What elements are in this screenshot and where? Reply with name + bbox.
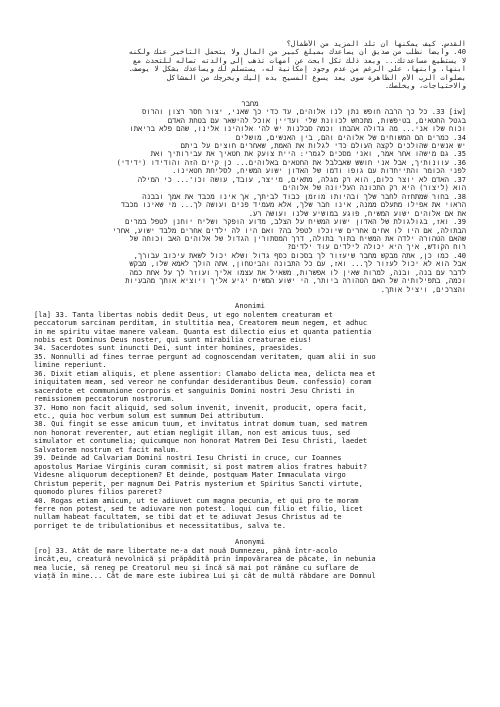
latin-line: iniquitatem meam, sed vereor ne confundar desiderantibus Deum. confessio) coram bbox=[34, 378, 372, 387]
latin-line: Christum peperit, per magnum Dei Patris mysterium et Spiritus Sancti virtute, bbox=[34, 479, 363, 488]
hebrew-line: [iw] 33. כל כך הרבה חופש נתן לנו אלוהים, עד כדי כך שאני, יצור חסר רצון והרוס bbox=[142, 108, 466, 117]
hebrew-line: הבתולה, אם היו לו אחים אחרים שיוכלו לטפל בה? ואם היו לה ילדים אחרים מלבד ישוע, אחרי bbox=[112, 226, 466, 235]
latin-line: ferre non potest, sed te adiuvare non potest. loqui cum filio et filio, licet bbox=[34, 505, 363, 514]
hebrew-section bbox=[34, 100, 466, 294]
arabic-line: القدس. كيف يمكنها أن تلد المزيد من الأطفال؟ bbox=[286, 40, 466, 48]
latin-line: remissionem peccatorum nostrorum. bbox=[34, 395, 175, 404]
hebrew-line: 39. ואז, בגולגולת של האדון ישוע המשיח על הצלב, מדוע הופקר ושליח יוחנן לטפל במרים bbox=[125, 218, 466, 227]
romanian-line: [ro] 33. Atât de mare libertate ne-a dat nouă Dumnezeu, până într-acolo bbox=[34, 546, 338, 555]
arabic-line: لا يستطيع مساعدتك... وبعد ذلك تكل ابحث عن أمهات تذهب إلى والدته تسأله للتحدث مع bbox=[132, 56, 466, 65]
hebrew-line: רוח הקודש, איך היא יכולה לילדים עוד ילדים? bbox=[287, 243, 466, 252]
latin-section bbox=[34, 302, 466, 530]
arabic-section bbox=[34, 40, 466, 91]
hebrew-line: לפני הכומר והתייחדות עם גופו ודמו של האדון ישוע המשיח, לסליחת חטאינו. bbox=[172, 167, 466, 176]
arabic-line: والاحتياجات، ويخلصك. bbox=[384, 82, 466, 91]
hebrew-line: לדבר עם בנה, ובנה, למרות שאין לו אפשרות, משאיל את עצמו אליך ועוזר לך על אחת כמה bbox=[129, 268, 466, 277]
latin-line: 40. Rogas etiam amicum, ut te adiuvet cum magna pecunia, et qui pro te moram bbox=[34, 496, 359, 505]
latin-line: 35. Nonnulli ad fines terrae pergunt ad cognoscendam veritatem, quam alii in suo bbox=[34, 352, 376, 361]
latin-line: 39. Deinde ad Calvariam Domini nostri Iesu Christi in cruce, cur Ioannes bbox=[34, 454, 342, 463]
hebrew-line: הראוי את אפילו מתעלם ממנה, אינו חבר שלך, אלא מעמיד פנים ועושה לך... מי שאינו מכבד bbox=[120, 201, 466, 210]
hebrew-line: שהאם הטהורה ילדה את המשיח בתור בתולה, דרך המסתורין הגדול של אלוהים האב וכוחה של bbox=[129, 234, 466, 243]
latin-line: 36. Dixit etiam aliquis, et plene assentior: Clamabo delicta mea, delicta mea et bbox=[34, 369, 376, 378]
romanian-section bbox=[34, 538, 466, 580]
latin-line: Videsne aliquorum deceptionem? Et deinde, postquam Mater Immaculata virgo bbox=[34, 471, 346, 480]
romanian-section-heading: Anonymi bbox=[235, 537, 265, 547]
latin-line: quomodo plures filios pareret? bbox=[34, 488, 163, 497]
latin-line: 34. Sacerdotes sunt inuncti Dei, sunt inter homines, praesides. bbox=[34, 344, 304, 353]
romanian-line: mea lucie, să reneg pe Creatorul meu și încă să mai pot rămâne cu suflare de bbox=[34, 563, 359, 572]
latin-line: etc., quia hoc verbum solum est summum Dei attributum. bbox=[34, 412, 265, 421]
romanian-line: viață în mine... Cât de mare este iubirea Lui și cât de multă răbdare are Domnul bbox=[34, 572, 376, 581]
hebrew-line: את אם אלוהים ישוע המשיח, פוגע במושיע שלנו ועושה רע. bbox=[248, 209, 466, 218]
latin-section-heading: Anonimi bbox=[235, 301, 265, 311]
latin-line: in me spiritu vitae manere valeam. Quanta est dilectio eius et quanta patientia bbox=[34, 327, 372, 336]
latin-line: simulator et contumelia; quicumque non honorat Matrem Dei Iesu Christi, laedet bbox=[34, 437, 368, 446]
hebrew-line: הוא (ליצור) היא רק התכונה העליונה של אלוהים bbox=[282, 184, 466, 193]
hebrew-line: וכמה, בתפילותיה של האם הטהורה ביותר, הי ישוע המשיח יגיע אליך ויוציא אותך מהבעיות bbox=[125, 277, 466, 286]
latin-line: peccatorum sarcinam perditam, in stultitia mea, Creatorem meum negem, et adhuc bbox=[34, 319, 368, 328]
hebrew-line: וכוח שלו אני... מה גדולה אהבתו וכמה סבלנות יש לה' אלוהינו אלינו, שהם פלא בריאתו bbox=[129, 125, 466, 134]
latin-line: 38. Qui fingit se esse amicum tuum, et invitatus intrat domum tuam, sed matrem bbox=[34, 420, 368, 429]
latin-line: limine reperiunt. bbox=[34, 361, 107, 370]
latin-line: 37. Homo non facit aliquid, sed solum invenit, invenit, producit, opera facit, bbox=[34, 403, 368, 412]
hebrew-line: 37. האדם לא יוצר כלום, הוא רק מגלה, מתאים, מייצר, עובד, עושה וכו'... כי המילה bbox=[137, 175, 466, 184]
arabic-line: ابنها، وابنها، على الرغم من عدم وجود إمكانية له، يستسلم لك ويساعدك بشكل لا يوصف. bbox=[128, 65, 466, 74]
latin-line: non honorat reverenter, aut etiam negligit illam, non est amicus tuus, sed bbox=[34, 428, 351, 437]
hebrew-line: והצרכים, ויציל אותך. bbox=[380, 285, 466, 294]
latin-line: nobis est Dominus Deus noster, qui sunt mirabilia creaturae eius! bbox=[34, 335, 312, 344]
hebrew-line: 38. בחור שמתחזה לחבר שלך ובהיותו מוזמן כבוד לביתך, אך אינו מכבד את אמך ובבנה bbox=[142, 192, 466, 201]
arabic-line: بصلوات الرب الأم الطاهرة سوى يعد يسوع المسيح بده إليك ويخرجك من المشاكل bbox=[167, 73, 466, 82]
hebrew-line: בגטל החטאים, בטיפשות, מתכחש לכוונת שלי ועדיין אוכל להישאר עם בטחת האדם bbox=[167, 116, 466, 125]
hebrew-line: 36. עוונותיך, אבל אני חושש שאבלבל את החטאים באלוהים... כן קיים הזה והודידו (ידידי) bbox=[116, 158, 466, 167]
latin-line: nullam habeat facultatem, se tibi dat et te adiuvat Jesus Christus ad te bbox=[34, 513, 342, 522]
hebrew-line: 34. כמרים הם המשוחים של אלוהים והם, בין האנשים, מושלים bbox=[235, 133, 466, 142]
hebrew-line: 40. כמו כן, אתה מבקש מחבר שיעזור לך בסכום כסף גדול ושלא יכול לשאת עיכוב עבורך, bbox=[133, 251, 466, 260]
hebrew-line: 35. גם מישהו אחר אמר, ואני מסכים לגמרי: היית צועק את חטאיך את עבירותיך ואת bbox=[150, 150, 466, 159]
latin-line: sacerdote et communione corporis et sanguinis Domini nostri Jesu Christi in bbox=[34, 386, 355, 395]
hebrew-line: אבל הוא לא יכול לעזור לך... ואז, עם כל התבונה והביטחון, אתה הולך לאמא שלו, מבקש bbox=[129, 260, 466, 269]
hebrew-line: יש אנשים שהולכים לקצה העולם כדי לגלות את האמת, שאחרים חוצים על ביתם bbox=[180, 141, 466, 150]
latin-line: [la] 33. Tanta libertas nobis dedit Deus, ut ego nolentem creaturam et bbox=[34, 310, 333, 319]
hebrew-section-heading: מחבר bbox=[241, 98, 259, 108]
arabic-line: 40. وأيضاً نطلب من صديق أن يساعدك بمبلغ كبير من المال ولا يتحمل التأخير عنك ولكنه bbox=[128, 48, 466, 57]
romanian-line: încât,eu, creatură nevolnică și prăpădită prin împovărarea de păcate, în nebunia bbox=[34, 555, 376, 564]
latin-line: Salvatorem nostrum et facit malum. bbox=[34, 445, 180, 454]
latin-line: porriget te de tribulationibus et necessitatibus, salva te. bbox=[34, 521, 286, 530]
latin-line: apostolus Mariae Virginis curam commisit, si post matrem alios fratres habuit? bbox=[34, 462, 368, 471]
